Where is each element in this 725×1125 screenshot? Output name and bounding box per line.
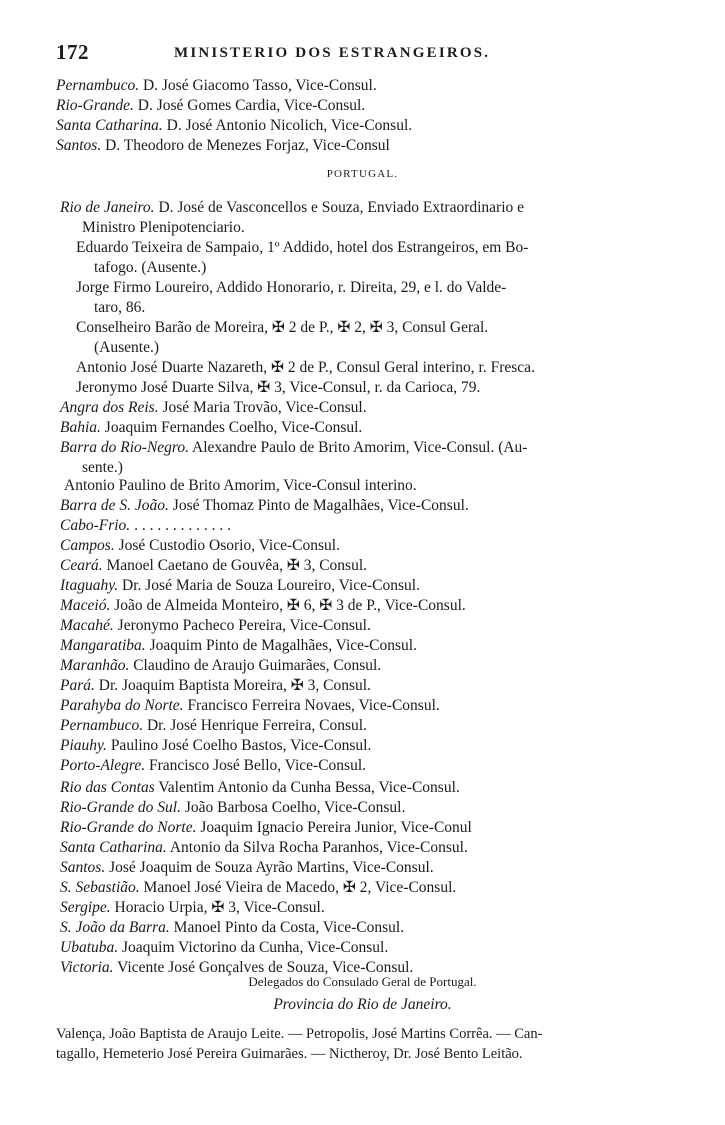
entry-text: Vicente José Gonçalves de Souza, Vice-Consul. xyxy=(113,959,414,976)
entry-place: Rio de Janeiro. xyxy=(60,199,155,216)
entry-text: José Maria Trovão, Vice-Consul. xyxy=(158,399,367,416)
entry-line xyxy=(60,676,371,696)
entry-line xyxy=(56,136,390,156)
entry-place: Angra dos Reis. xyxy=(60,399,159,416)
entry-line xyxy=(56,76,377,96)
entry-place: Cabo-Frio. xyxy=(60,517,131,534)
entry-place: Santa Catharina. xyxy=(56,117,163,134)
section-title: PORTUGAL. xyxy=(326,168,399,180)
entry-line xyxy=(60,438,527,458)
entry-text: Manoel Pinto da Costa, Vice-Consul. xyxy=(169,919,405,936)
entry-text: D. José Gomes Cardia, Vice-Consul. xyxy=(133,97,366,114)
entry-text: José Custodio Osorio, Vice-Consul. xyxy=(114,537,340,554)
entry-place: S. João da Barra. xyxy=(60,919,170,936)
entry-line xyxy=(60,556,367,576)
entry-text: Jorge Firmo Loureiro, Addido Honorario, r. Direita, 29, e l. do Valde- xyxy=(76,279,507,296)
entry-place: Porto-Alegre. xyxy=(60,757,146,774)
entry-text: José Thomaz Pinto de Magalhães, Vice-Consul. xyxy=(168,497,469,514)
footer-subtitle: Provincia do Rio de Janeiro. xyxy=(273,996,452,1013)
entry-text: Antonio Paulino de Brito Amorim, Vice-Consul interino. xyxy=(64,477,417,494)
entry-place: S. Sebastião. xyxy=(60,879,140,896)
entry-line xyxy=(60,716,367,736)
entry-text: Francisco Ferreira Novaes, Vice-Consul. xyxy=(183,697,440,714)
entry-text: sente.) xyxy=(82,459,123,476)
entry-place: Ceará. xyxy=(60,557,103,574)
entry-line xyxy=(60,798,405,818)
entry-line xyxy=(94,338,159,358)
entry-text: Joaquim Fernandes Coelho, Vice-Consul. xyxy=(100,419,363,436)
entry-line xyxy=(60,516,231,536)
entry-line xyxy=(60,596,466,616)
footer-title: Delegados do Consulado Geral de Portugal. xyxy=(248,974,477,989)
entry-line xyxy=(60,198,524,218)
entry-line xyxy=(60,878,456,898)
entry-place: Maranhão. xyxy=(60,657,130,674)
entry-text: João Barbosa Coelho, Vice-Consul. xyxy=(180,799,406,816)
entry-line xyxy=(60,398,367,418)
entry-text: José Joaquim de Souza Ayrão Martins, Vice-Consul. xyxy=(105,859,434,876)
entry-text: Antonio da Silva Rocha Paranhos, Vice-Consul. xyxy=(166,839,468,856)
entry-place: Pernambuco. xyxy=(60,717,144,734)
entry-text: D. José Giacomo Tasso, Vice-Consul. xyxy=(139,77,377,94)
entry-line xyxy=(60,576,420,596)
entry-text: Valentim Antonio da Cunha Bessa, Vice-Consul. xyxy=(154,779,460,796)
entry-place: Sergipe. xyxy=(60,899,111,916)
entry-line xyxy=(76,318,488,338)
entry-place: Santa Catharina. xyxy=(60,839,167,856)
entry-text: Dr. José Henrique Ferreira, Consul. xyxy=(143,717,367,734)
entry-line xyxy=(60,918,404,938)
entry-text: Conselheiro Barão de Moreira, ✠ 2 de P., ✠ 2, ✠ 3, Consul Geral. xyxy=(76,319,489,336)
entry-line xyxy=(60,898,325,918)
entry-text: Francisco José Bello, Vice-Consul. xyxy=(145,757,367,774)
entry-text: D. José Antonio Nicolich, Vice-Consul. xyxy=(162,117,413,134)
entry-place: Pará. xyxy=(60,677,95,694)
entry-text: Dr. José Maria de Souza Loureiro, Vice-Consul. xyxy=(118,577,420,594)
entry-text: Horacio Urpia, ✠ 3, Vice-Consul. xyxy=(110,899,325,916)
entry-text: Claudino de Araujo Guimarães, Consul. xyxy=(129,657,382,674)
entry-text: Joaquim Victorino da Cunha, Vice-Consul. xyxy=(118,939,389,956)
entry-place: Mangaratiba. xyxy=(60,637,146,654)
entry-line xyxy=(60,536,340,556)
entry-place: Santos. xyxy=(60,859,106,876)
entry-line xyxy=(76,278,506,298)
entry-text: Manoel José Vieira de Macedo, ✠ 2, Vice-Consul. xyxy=(139,879,457,896)
entry-place: Bahia. xyxy=(60,419,101,436)
entry-line xyxy=(60,616,371,636)
entry-place: Ubatuba. xyxy=(60,939,119,956)
entry-line xyxy=(60,656,381,676)
footer-text-line: tagallo, Hemeterio José Pereira Guimarães. — Nictheroy, Dr. José Bento Leitão. xyxy=(56,1046,523,1062)
entry-line xyxy=(60,418,362,438)
entry-line xyxy=(60,496,469,516)
entry-line xyxy=(60,858,434,878)
entry-line xyxy=(60,778,460,798)
entry-text: Ministro Plenipotenciario. xyxy=(82,219,245,236)
entry-place: Piauhy. xyxy=(60,737,107,754)
footer-text-line: Valença, João Baptista de Araujo Leite. — Petropolis, José Martins Corrêa. — Can- xyxy=(56,1026,543,1042)
entry-place: Rio-Grande do Norte. xyxy=(60,819,197,836)
page-header xyxy=(56,40,696,70)
entry-line xyxy=(82,218,245,238)
entry-text: . . . . . . . . . . . . . xyxy=(130,517,231,534)
entry-text: Jeronymo José Duarte Silva, ✠ 3, Vice-Consul, r. da Carioca, 79. xyxy=(76,379,481,396)
entry-line xyxy=(94,298,145,318)
entry-text: D. Theodoro de Menezes Forjaz, Vice-Consul xyxy=(101,137,390,154)
entry-line xyxy=(60,756,366,776)
entry-place: Santos. xyxy=(56,137,102,154)
entry-place: Itaguahy. xyxy=(60,577,119,594)
entry-text: tafogo. (Ausente.) xyxy=(94,259,207,276)
entry-place: Victoria. xyxy=(60,959,114,976)
entry-place: Rio-Grande do Sul. xyxy=(60,799,181,816)
entry-text: Alexandre Paulo de Brito Amorim, Vice-Consul. (Au- xyxy=(189,439,528,456)
entry-text: Dr. Joaquim Baptista Moreira, ✠ 3, Consul. xyxy=(94,677,371,694)
entry-place: Barra do Rio-Negro. xyxy=(60,439,190,456)
entry-text: Antonio José Duarte Nazareth, ✠ 2 de P., Consul Geral interino, r. Fresca. xyxy=(76,359,535,376)
entry-text: D. José de Vasconcellos e Souza, Enviado Extraordinario e xyxy=(154,199,525,216)
entry-line xyxy=(60,938,388,958)
entry-line xyxy=(60,818,472,838)
entry-text: Joaquim Ignacio Pereira Junior, Vice-Conul xyxy=(196,819,472,836)
entry-text: Jeronymo Pacheco Pereira, Vice-Consul. xyxy=(113,617,371,634)
entry-place: Rio das Contas xyxy=(60,779,155,796)
entry-text: Paulino José Coelho Bastos, Vice-Consul. xyxy=(106,737,372,754)
entry-text: taro, 86. xyxy=(94,299,146,316)
entry-place: Parahyba do Norte. xyxy=(60,697,184,714)
entry-line xyxy=(60,636,417,656)
entry-line xyxy=(60,838,468,858)
entry-line xyxy=(64,476,417,496)
entry-line xyxy=(56,96,365,116)
entry-line xyxy=(76,378,480,398)
entry-place: Maceió. xyxy=(60,597,111,614)
entry-text: João de Almeida Monteiro, ✠ 6, ✠ 3 de P., Vice-Consul. xyxy=(110,597,466,614)
entry-place: Rio-Grande. xyxy=(56,97,134,114)
entry-place: Pernambuco. xyxy=(56,77,140,94)
page-number: 172 xyxy=(56,40,89,64)
running-title: MINISTERIO DOS ESTRANGEIROS. xyxy=(174,45,491,61)
entry-line xyxy=(76,358,535,378)
entry-place: Macahé. xyxy=(60,617,114,634)
entry-line xyxy=(56,116,412,136)
entry-text: (Ausente.) xyxy=(94,339,159,356)
entry-text: Joaquim Pinto de Magalhães, Vice-Consul. xyxy=(145,637,417,654)
entry-line xyxy=(94,258,206,278)
entry-line xyxy=(60,736,371,756)
entry-text: Eduardo Teixeira de Sampaio, 1º Addido, hotel dos Estrangeiros, em Bo- xyxy=(76,239,529,256)
entry-line xyxy=(76,238,528,258)
entry-text: Manoel Caetano de Gouvêa, ✠ 3, Consul. xyxy=(102,557,368,574)
entry-line xyxy=(60,696,440,716)
entry-place: Barra de S. João. xyxy=(60,497,169,514)
entry-line xyxy=(82,458,123,478)
entry-place: Campos. xyxy=(60,537,115,554)
